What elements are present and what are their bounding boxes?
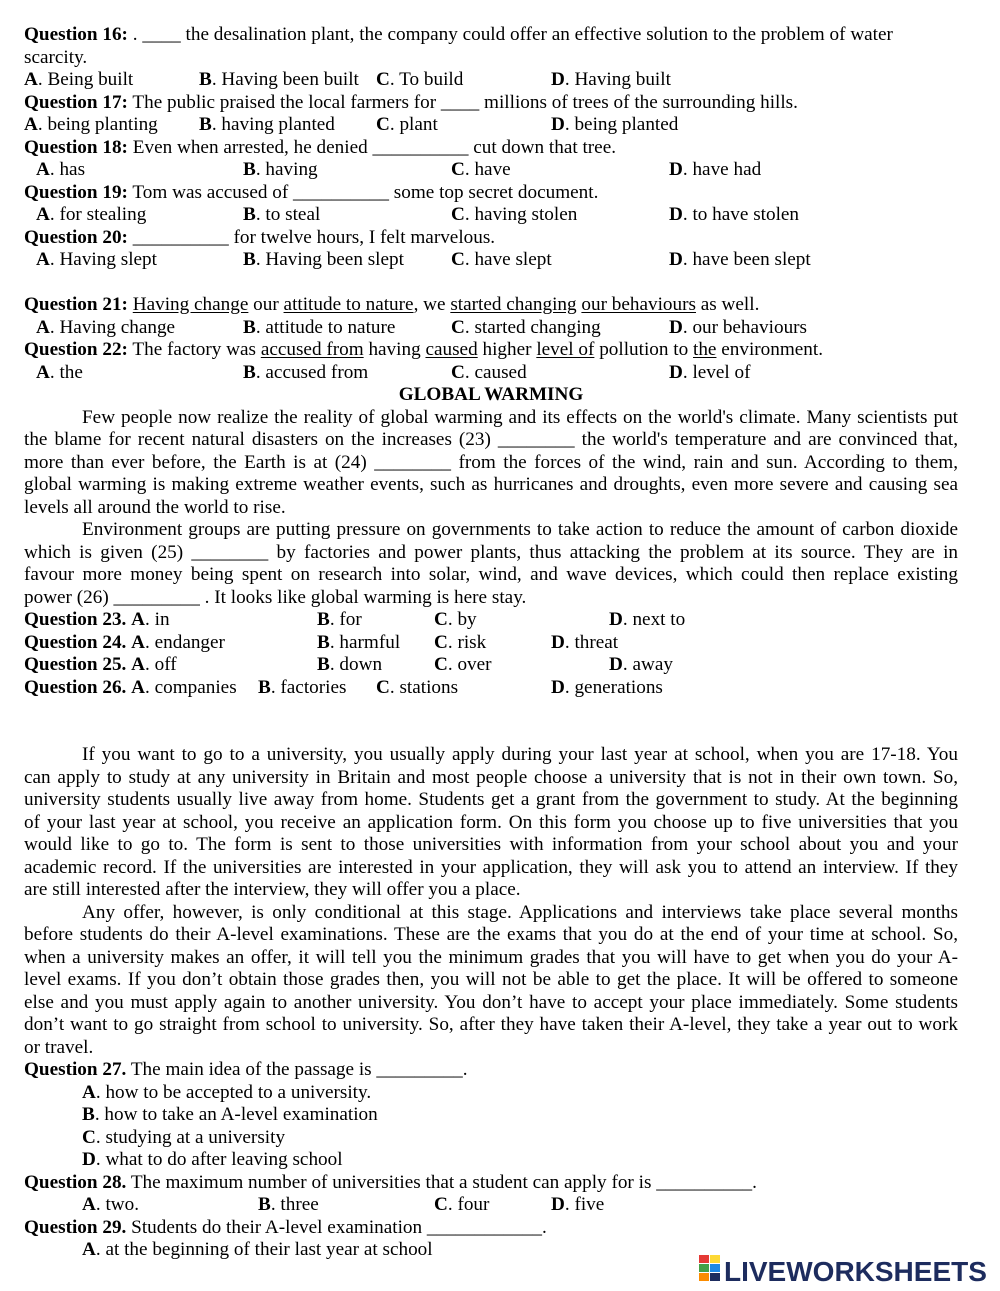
question-text: environment. bbox=[716, 339, 824, 360]
option-letter: B bbox=[243, 159, 256, 180]
option-text: . having bbox=[255, 159, 318, 180]
option-text: . caused bbox=[464, 362, 527, 383]
question-16-stem-cont: scarcity. bbox=[24, 47, 88, 68]
paragraph-line: would like to go to. The form is sent to those universities with information from your school about you and your bbox=[24, 834, 958, 855]
option-letter: C bbox=[451, 317, 465, 338]
paragraph-line: level exams. If you don’t obtain those grades then, you will not be able to get the place. It will be offered to someone bbox=[24, 969, 958, 990]
option-b bbox=[199, 114, 335, 136]
question-label: Question 27. bbox=[24, 1059, 127, 1080]
option-a bbox=[24, 654, 177, 676]
option-letter: C bbox=[376, 114, 390, 135]
option-letter: D bbox=[609, 654, 623, 675]
option-text: . plant bbox=[389, 114, 438, 135]
option-letter: B bbox=[243, 249, 256, 270]
option-text: . away bbox=[622, 654, 673, 675]
logo-icon-cell bbox=[699, 1264, 709, 1272]
option-a bbox=[82, 1194, 139, 1216]
option-b bbox=[243, 159, 318, 181]
paragraph-line: favour more money being spent on research into solar, wind, and wave devices, which could then replace existing bbox=[24, 564, 958, 585]
question-text: our bbox=[248, 294, 284, 315]
option-letter: B bbox=[317, 609, 330, 630]
option-a bbox=[24, 632, 225, 654]
option-c bbox=[434, 654, 492, 676]
option-d bbox=[669, 204, 799, 226]
option-letter: A bbox=[82, 1194, 96, 1215]
option-a bbox=[36, 249, 157, 271]
option-text: . Having change bbox=[49, 317, 176, 338]
question-label: Question 22: bbox=[24, 339, 128, 360]
question-text: . ____ the desalination plant, the company could offer an effective solution to the problem of water bbox=[132, 24, 893, 45]
question-17-stem bbox=[24, 92, 798, 114]
question-label: Question 18: bbox=[24, 137, 128, 158]
option-letter: C bbox=[376, 677, 390, 698]
question-text: The maximum number of universities that a student can apply for is __________. bbox=[130, 1172, 757, 1193]
option-letter: D bbox=[551, 632, 565, 653]
option-letter: D bbox=[669, 204, 683, 225]
option-letter: C bbox=[434, 1194, 448, 1215]
option-text: . Having slept bbox=[49, 249, 157, 270]
option-letter: A bbox=[82, 1082, 96, 1103]
paragraph-line: levels all around the world to rise. bbox=[24, 497, 286, 518]
question-17-options bbox=[0, 114, 1000, 136]
option-letter: C bbox=[451, 159, 465, 180]
paragraph-line: If you want to go to a university, you usually apply during your last year at school, when you are 17-18. You bbox=[82, 744, 958, 765]
question-label: Question 28. bbox=[24, 1172, 127, 1193]
question-16-options bbox=[0, 69, 1000, 91]
question-label: Question 29. bbox=[24, 1217, 127, 1238]
option-d bbox=[609, 654, 673, 676]
option-c bbox=[434, 632, 486, 654]
paragraph-line: don’t want to go straight from school to university. So, after they have taken their A-level, they take a year out to work bbox=[24, 1014, 958, 1035]
paragraph-line: are still interested after the interview, they will offer you a place. bbox=[24, 879, 521, 900]
option-letter: A bbox=[131, 632, 146, 653]
question-20-options bbox=[0, 249, 1000, 271]
option-c bbox=[376, 114, 438, 136]
logo-mark-icon bbox=[699, 1255, 720, 1281]
option-b bbox=[258, 677, 346, 699]
underlined-part: Having change bbox=[132, 294, 249, 315]
option-d bbox=[551, 632, 618, 654]
option-text: . next to bbox=[622, 609, 686, 630]
question-26 bbox=[0, 677, 1000, 699]
question-text: having bbox=[363, 339, 426, 360]
underlined-part: started changing bbox=[450, 294, 577, 315]
option-letter: A bbox=[36, 204, 50, 225]
option-text: . having planted bbox=[211, 114, 335, 135]
logo-wordmark: LIVEWORKSHEETS bbox=[724, 1256, 987, 1286]
option-letter: D bbox=[609, 609, 623, 630]
question-24 bbox=[0, 632, 1000, 654]
paragraph-line: university students usually live away from home. Students get a grant from the government to study. At the beginning bbox=[24, 789, 958, 810]
option-b bbox=[199, 69, 359, 91]
option-text: . to have stolen bbox=[682, 204, 800, 225]
option-d bbox=[551, 677, 663, 699]
option-letter: C bbox=[376, 69, 390, 90]
option-text: . Having been slept bbox=[255, 249, 404, 270]
question-text: Tom was accused of __________ some top secret document. bbox=[132, 182, 599, 203]
option-letter: B bbox=[258, 1194, 271, 1215]
option-a bbox=[36, 317, 175, 339]
question-text: The main idea of the passage is _________. bbox=[130, 1059, 468, 1080]
underlined-part: accused from bbox=[260, 339, 364, 360]
option-letter: B bbox=[243, 317, 256, 338]
underlined-part: the bbox=[693, 339, 717, 360]
question-text: , we bbox=[413, 294, 451, 315]
option-c bbox=[451, 362, 527, 384]
question-18-stem bbox=[24, 137, 616, 159]
option-letter: C bbox=[451, 362, 465, 383]
underlined-part: level of bbox=[536, 339, 595, 360]
paragraph-line: academic record. If the universities are interested in your application, they will ask you to attend an interview. If they bbox=[24, 857, 958, 878]
option-text: . have bbox=[464, 159, 511, 180]
option-letter: B bbox=[199, 114, 212, 135]
option-letter: D bbox=[669, 317, 683, 338]
option-letter: C bbox=[434, 654, 448, 675]
option-letter: D bbox=[669, 159, 683, 180]
option-text: . To build bbox=[389, 69, 464, 90]
option-a bbox=[82, 1239, 433, 1261]
question-label: Question 23. bbox=[24, 609, 127, 630]
option-text: . risk bbox=[447, 632, 487, 653]
option-text: . generations bbox=[564, 677, 663, 698]
question-21-options bbox=[0, 317, 1000, 339]
option-text: . being planting bbox=[37, 114, 158, 135]
paragraph-line: before students do their A-level examinations. These are the exams that you do at the end of your time at school. So, bbox=[24, 924, 958, 945]
option-letter: A bbox=[131, 654, 146, 675]
question-16-stem bbox=[24, 24, 893, 46]
option-text: . have slept bbox=[464, 249, 552, 270]
option-letter: A bbox=[36, 159, 50, 180]
option-letter: C bbox=[451, 204, 465, 225]
option-text: . three bbox=[270, 1194, 319, 1215]
option-text: . have been slept bbox=[682, 249, 811, 270]
option-text: . for stealing bbox=[49, 204, 147, 225]
option-b bbox=[317, 654, 382, 676]
option-b bbox=[82, 1104, 378, 1126]
option-c bbox=[82, 1127, 285, 1149]
question-text: The factory was bbox=[132, 339, 261, 360]
option-letter: A bbox=[24, 69, 38, 90]
option-text: . threat bbox=[564, 632, 619, 653]
option-d bbox=[669, 317, 807, 339]
option-letter: D bbox=[551, 69, 565, 90]
section-heading: GLOBAL WARMING bbox=[398, 384, 584, 405]
option-d bbox=[669, 362, 751, 384]
logo-icon-cell bbox=[710, 1255, 720, 1263]
option-a bbox=[24, 609, 170, 631]
option-c bbox=[451, 159, 511, 181]
paragraph-line: Environment groups are putting pressure on governments to take action to reduce the amount of carbon dioxide bbox=[82, 519, 958, 540]
question-28-options bbox=[0, 1194, 1000, 1216]
option-b bbox=[243, 204, 320, 226]
option-text: . over bbox=[447, 654, 492, 675]
option-c bbox=[376, 69, 463, 91]
question-text: Students do their A-level examination ____________. bbox=[131, 1217, 547, 1238]
question-text: higher bbox=[477, 339, 537, 360]
option-letter: A bbox=[131, 609, 146, 630]
option-text: . the bbox=[49, 362, 83, 383]
question-27-stem bbox=[24, 1059, 468, 1081]
option-text: . down bbox=[329, 654, 383, 675]
question-text: as well. bbox=[695, 294, 760, 315]
logo-icon-cell bbox=[699, 1273, 709, 1281]
question-22-options bbox=[0, 362, 1000, 384]
option-letter: D bbox=[551, 1194, 565, 1215]
paragraph-line: of your last year at school, you receive an application form. On this form you choose up to five universities that you bbox=[24, 812, 958, 833]
option-a bbox=[36, 159, 85, 181]
question-19-stem bbox=[24, 182, 598, 204]
paragraph-line: the blame for recent natural disasters on the increases (23) ________ the world's temperature and are convinced that, bbox=[24, 429, 958, 450]
option-d bbox=[82, 1149, 343, 1171]
option-text: . at the beginning of their last year at school bbox=[95, 1239, 433, 1260]
option-text: . stations bbox=[389, 677, 459, 698]
option-text: . harmful bbox=[329, 632, 401, 653]
option-letter: A bbox=[82, 1239, 96, 1260]
option-a bbox=[36, 204, 146, 226]
option-letter: A bbox=[36, 317, 50, 338]
question-23 bbox=[0, 609, 1000, 631]
option-text: . attitude to nature bbox=[255, 317, 396, 338]
option-text: . what to do after leaving school bbox=[95, 1149, 343, 1170]
option-letter: B bbox=[258, 677, 271, 698]
option-text: . factories bbox=[270, 677, 347, 698]
paragraph-line: which is given (25) ________ by factories and power plants, thus attacking the problem at its source. They are in bbox=[24, 542, 958, 563]
option-a bbox=[36, 362, 83, 384]
option-letter: C bbox=[434, 609, 448, 630]
option-a bbox=[82, 1082, 371, 1104]
option-a bbox=[24, 677, 237, 699]
underlined-part: caused bbox=[425, 339, 478, 360]
option-letter: B bbox=[82, 1104, 95, 1125]
question-25 bbox=[0, 654, 1000, 676]
option-d bbox=[551, 69, 671, 91]
option-c bbox=[451, 204, 577, 226]
option-text: . endanger bbox=[145, 632, 225, 653]
question-label: Question 16: bbox=[24, 24, 128, 45]
question-label: Question 20: bbox=[24, 227, 128, 248]
option-c bbox=[434, 609, 477, 631]
option-b bbox=[243, 317, 395, 339]
option-text: . studying at a university bbox=[95, 1127, 286, 1148]
question-label: Question 26. bbox=[24, 677, 127, 698]
paragraph-line: more than ever before, the Earth is at (24) ________ from the forces of the wind, rain and sun. According to them, bbox=[24, 452, 958, 473]
option-text: . how to be accepted to a university. bbox=[95, 1082, 372, 1103]
question-text: The public praised the local farmers for ____ millions of trees of the surrounding hills. bbox=[132, 92, 798, 113]
paragraph-line: or travel. bbox=[24, 1037, 94, 1058]
option-a bbox=[24, 69, 133, 91]
option-letter: C bbox=[451, 249, 465, 270]
option-letter: B bbox=[199, 69, 212, 90]
option-letter: A bbox=[36, 362, 50, 383]
paragraph-line: Few people now realize the reality of global warming and its effects on the world's climate. Many scientists put bbox=[82, 407, 958, 428]
option-b bbox=[258, 1194, 319, 1216]
option-text: . companies bbox=[145, 677, 237, 698]
option-b bbox=[243, 362, 368, 384]
option-c bbox=[451, 317, 601, 339]
option-text: . two. bbox=[95, 1194, 140, 1215]
option-d bbox=[669, 159, 761, 181]
reading-1-title bbox=[24, 384, 958, 406]
option-letter: C bbox=[82, 1127, 96, 1148]
option-letter: A bbox=[131, 677, 146, 698]
question-label: Question 24. bbox=[24, 632, 127, 653]
underlined-part: our behaviours bbox=[581, 294, 696, 315]
option-text: . level of bbox=[682, 362, 751, 383]
option-text: . being planted bbox=[564, 114, 679, 135]
option-c bbox=[451, 249, 552, 271]
option-text: . Having built bbox=[564, 69, 671, 90]
option-text: . in bbox=[145, 609, 170, 630]
option-letter: A bbox=[36, 249, 50, 270]
option-text: . for bbox=[329, 609, 362, 630]
question-29-stem bbox=[24, 1217, 547, 1239]
option-letter: B bbox=[317, 654, 330, 675]
option-d bbox=[669, 249, 811, 271]
option-text: . Being built bbox=[37, 69, 134, 90]
option-d bbox=[609, 609, 685, 631]
option-letter: B bbox=[243, 362, 256, 383]
option-text: . started changing bbox=[464, 317, 601, 338]
option-a bbox=[24, 114, 158, 136]
question-label: Question 19: bbox=[24, 182, 128, 203]
question-19-options bbox=[0, 204, 1000, 226]
option-text: . our behaviours bbox=[682, 317, 808, 338]
option-letter: D bbox=[82, 1149, 96, 1170]
option-letter: C bbox=[434, 632, 448, 653]
question-label: Question 25. bbox=[24, 654, 127, 675]
question-21-stem bbox=[24, 294, 759, 316]
option-b bbox=[317, 632, 400, 654]
paragraph-line: else and you must apply again to another university. You don’t have to accept your place immediately. Some students bbox=[24, 992, 958, 1013]
option-c bbox=[376, 677, 458, 699]
option-letter: D bbox=[551, 114, 565, 135]
option-letter: B bbox=[317, 632, 330, 653]
option-text: . by bbox=[447, 609, 477, 630]
question-label: Question 21: bbox=[24, 294, 128, 315]
option-text: . have had bbox=[682, 159, 762, 180]
option-letter: A bbox=[24, 114, 38, 135]
option-d bbox=[551, 114, 678, 136]
liveworksheets-logo[interactable] bbox=[697, 1252, 993, 1286]
question-text: Even when arrested, he denied __________ cut down that tree. bbox=[132, 137, 617, 158]
question-28-stem bbox=[24, 1172, 757, 1194]
option-text: . off bbox=[145, 654, 177, 675]
paragraph-line: power (26) _________ . It looks like global warming is here stay. bbox=[24, 587, 527, 608]
option-letter: D bbox=[669, 362, 683, 383]
option-text: . five bbox=[564, 1194, 605, 1215]
option-b bbox=[243, 249, 404, 271]
option-text: . how to take an A-level examination bbox=[94, 1104, 378, 1125]
logo-icon-cell bbox=[710, 1273, 720, 1281]
question-text: pollution to bbox=[594, 339, 693, 360]
question-20-stem bbox=[24, 227, 495, 249]
option-d bbox=[551, 1194, 604, 1216]
question-22-stem bbox=[24, 339, 823, 361]
option-c bbox=[434, 1194, 489, 1216]
logo-icon-cell bbox=[699, 1255, 709, 1263]
option-b bbox=[317, 609, 362, 631]
paragraph-line: global warming is making extreme weather events, such as hurricanes and droughts, even more severe and causing sea bbox=[24, 474, 958, 495]
option-letter: D bbox=[669, 249, 683, 270]
option-letter: B bbox=[243, 204, 256, 225]
paragraph-line: when a university makes an offer, it will tell you the minimum grades that you will have to get when you do your A- bbox=[24, 947, 958, 968]
option-text: . has bbox=[49, 159, 86, 180]
underlined-part: attitude to nature bbox=[283, 294, 414, 315]
option-text: . accused from bbox=[255, 362, 369, 383]
logo-icon-cell bbox=[710, 1264, 720, 1272]
question-label: Question 17: bbox=[24, 92, 128, 113]
option-letter: D bbox=[551, 677, 565, 698]
option-text: . Having been built bbox=[211, 69, 359, 90]
question-18-options bbox=[0, 159, 1000, 181]
paragraph-line: can apply to study at any university in Britain and most people choose a university that is not in their own town. So, bbox=[24, 767, 958, 788]
option-text: . having stolen bbox=[464, 204, 578, 225]
option-text: . four bbox=[447, 1194, 490, 1215]
paragraph-line: Any offer, however, is only conditional at this stage. Applications and interviews take place several months bbox=[82, 902, 958, 923]
question-text: __________ for twelve hours, I felt marvelous. bbox=[132, 227, 496, 248]
option-text: . to steal bbox=[255, 204, 321, 225]
